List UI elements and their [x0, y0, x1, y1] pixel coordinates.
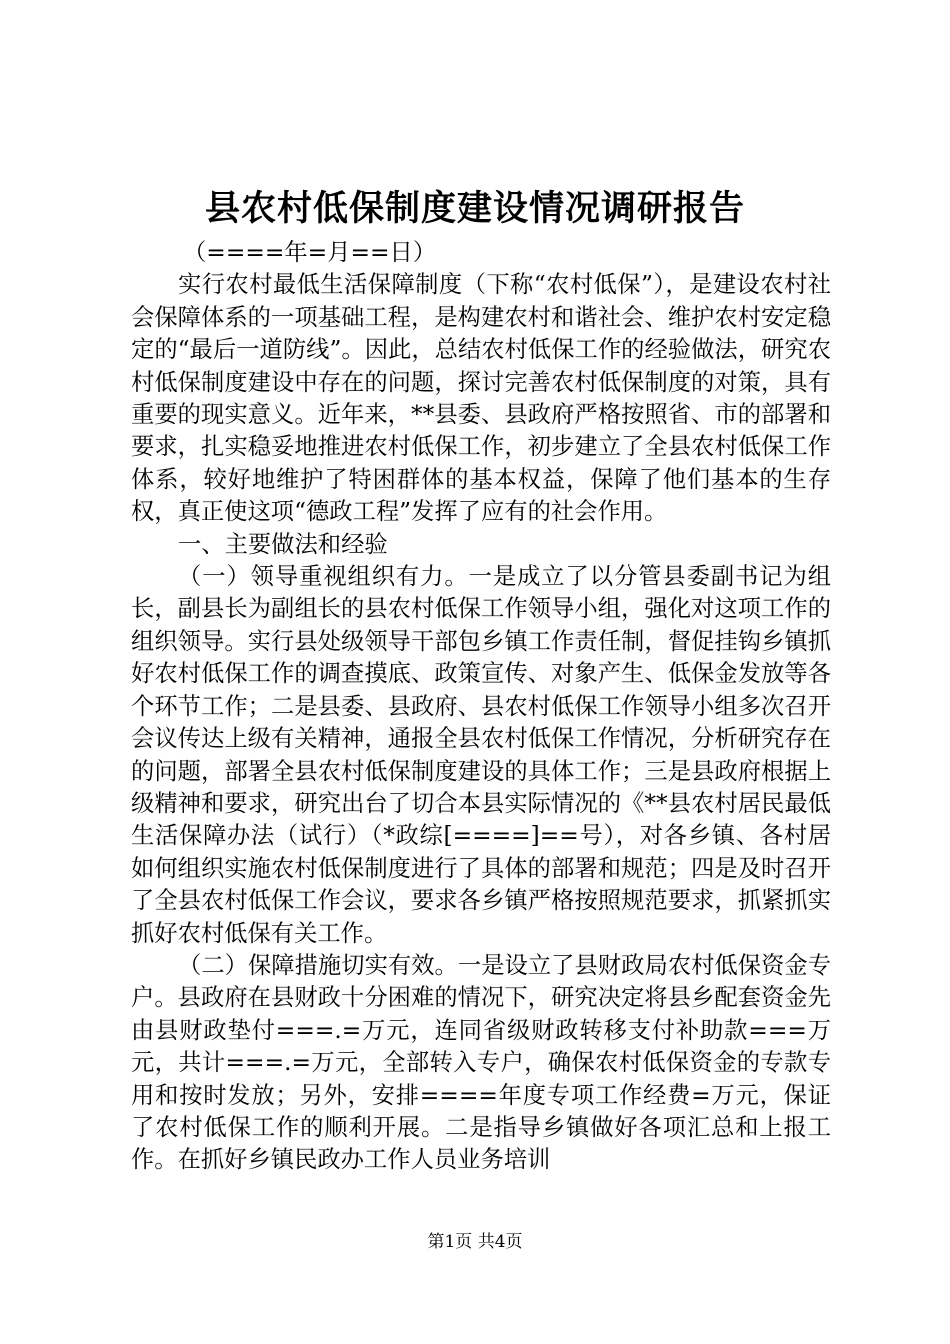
paragraph-leadership: （一）领导重视组织有力。一是成立了以分管县委副书记为组长，副县长为副组长的县农村低保工作领导小组，强化对这项工作的组织领导。实行县处级领导干部包乡镇工作责任制，督促挂钩乡镇抓好农村低保工作的调查摸底、政策宣传、对象产生、低保金发放等各个环节工作；二是县委、县政府、县农村低保工作领导小组多次召开会议传达上级有关精神，通报全县农村低保工作情况，分析研究存在的问题，部署全县农村低保制度建设的具体工作；三是县政府根据上级精神和要求，研究出台了切合本县实际情况的《**县农村居民最低生活保障办法（试行）（*政综[====]==号），对各乡镇、各村居如何组织实施农村低保制度进行了具体的部署和规范；四是及时召开了全县农村低保工作会议，要求各乡镇严格按照规范要求，抓紧抓实抓好农村低保有关工作。: [131, 563, 831, 947]
document-title: 县农村低保制度建设情况调研报告: [204, 188, 745, 229]
paragraph-measures: （二）保障措施切实有效。一是设立了县财政局农村低保资金专户。县政府在县财政十分困难的情况下，研究决定将县乡配套资金先由县财政垫付===.=万元，连同省级财政转移支付补助款===万元，共计===.=万元，全部转入专户，确保农村低保资金的专款专用和按时发放；另外，安排====年度专项工作经费=万元，保证了农村低保工作的顺利开展。二是指导乡镇做好各项汇总和上报工作。在抓好乡镇民政办工作人员业务培训: [131, 951, 831, 1174]
page-number-footer: 第1页 共4页: [427, 1232, 523, 1252]
section-heading: 一、主要做法和经验: [178, 530, 388, 558]
document-date: （====年=月==日）: [183, 239, 437, 266]
document-body: [131, 237, 831, 1177]
paragraph-intro: 实行农村最低生活保障制度（下称“农村低保”），是建设农村社会保障体系的一项基础工程，是构建农村和谐社会、维护农村安定稳定的“最后一道防线”。因此，总结农村低保工作的经验做法，研究农村低保制度建设中存在的问题，探讨完善农村低保制度的对策，具有重要的现实意义。近年来，**县委、县政府严格按照省、市的部署和要求，扎实稳妥地推进农村低保工作，初步建立了全县农村低保工作体系，较好地维护了特困群体的基本权益，保障了他们基本的生存权，真正使这项“德政工程”发挥了应有的社会作用。: [131, 271, 831, 526]
